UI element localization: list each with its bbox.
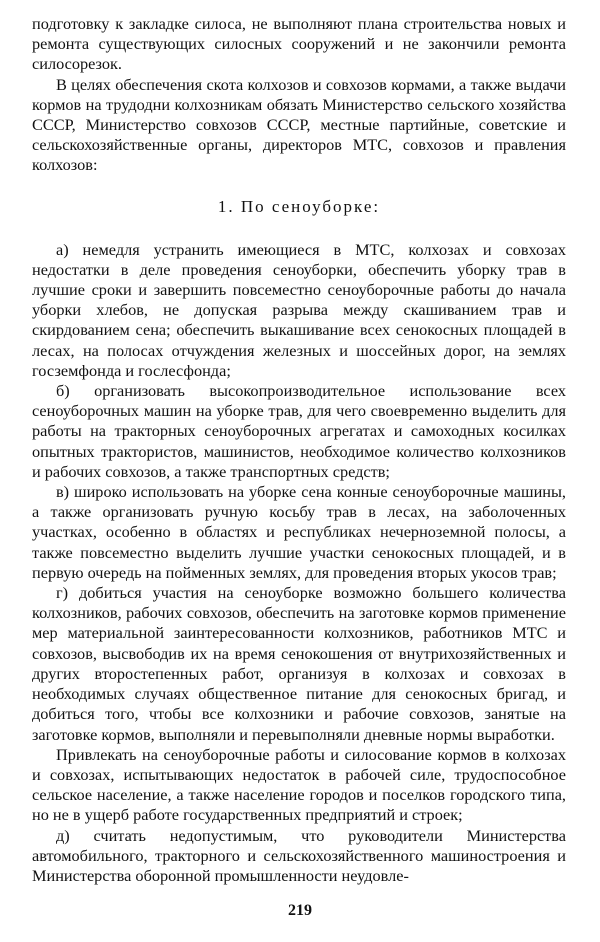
item-d: д) считать недопустимым, что руководители Министерства автомобильного, тракторного и сельскохозяйственного машиностроения и Министерства оборонной промышленности неудовле-: [32, 825, 566, 885]
page-number: 219: [288, 902, 312, 919]
paragraph-intro: В целях обеспечения скота колхозов и совхозов кормами, а также выдачи кормов на трудодни колхозникам обязать Министерство сельского хозяйства СССР, Министерство совхозов СССР, местные партийные, советские и сельскохозяйственные органы, директоров МТС, совхозов и правления колхозов:: [32, 74, 566, 175]
section-heading: 1. По сеноуборке:: [217, 196, 381, 216]
item-g: г) добиться участия на сеноуборке возможно большего количества колхозников, рабочих совхозов, обеспечить на заготовке кормов применение мер материальной заинтересованности колхозников, работников МТС и совхозов, высвободив их на время сенокошения от внутрихозяйственных и других второстепенных работ, организуя в колхозах и совхозах в необходимых случаях общественное питание для сенокосных бригад, и добиться того, чтобы все колхозники и рабочие совхозов, занятые на заготовке кормов, выполняли и перевыполняли дневные нормы выработки.: [32, 583, 566, 744]
paragraph-recruit: Привлекать на сеноуборочные работы и силосование кормов в колхозах и совхозах, испытывающих недостаток в рабочей силе, трудоспособное сельское население, а также население городов и поселков городского типа, но не в ущерб работе государственных предприятий и строек;: [32, 744, 566, 825]
paragraph-continuation: подготовку к закладке силоса, не выполняют плана строительства новых и ремонта существующих силосных сооружений и не закончили ремонта силосорезок.: [32, 14, 566, 74]
item-a: а) немедля устранить имеющиеся в МТС, колхозах и совхозах недостатки в деле проведения сеноуборки, обеспечить уборку трав в лучшие сроки и завершить повсеместно сеноуборочные работы до начала уборки хлебов, не допуская разрыва между скашиванием трав и скирдованием сена; обеспечить выкашивание всех сенокосных площадей в лесах, на полосах отчуждения железных и шоссейных дорог, на землях госземфонда и гослесфонда;: [32, 239, 566, 380]
item-v: в) широко использовать на уборке сена конные сеноуборочные машины, а также организовать ручную косьбу трав в лесах, на заболоченных участках, особенно в областях и республиках нечерноземной полосы, а также повсеместно выделить лучшие участки сенокосных площадей, и в первую очередь на пойменных землях, для проведения вторых укосов трав;: [32, 482, 566, 582]
item-b: б) организовать высокопроизводительное использование всех сеноуборочных машин на уборке трав, для чего своевременно выделить для работы на тракторных сеноуборочных агрегатах и самоходных косилках опытных трактористов, машинистов, необходимое количество колхозников и рабочих совхозов, а также транспортных средств;: [32, 381, 566, 481]
